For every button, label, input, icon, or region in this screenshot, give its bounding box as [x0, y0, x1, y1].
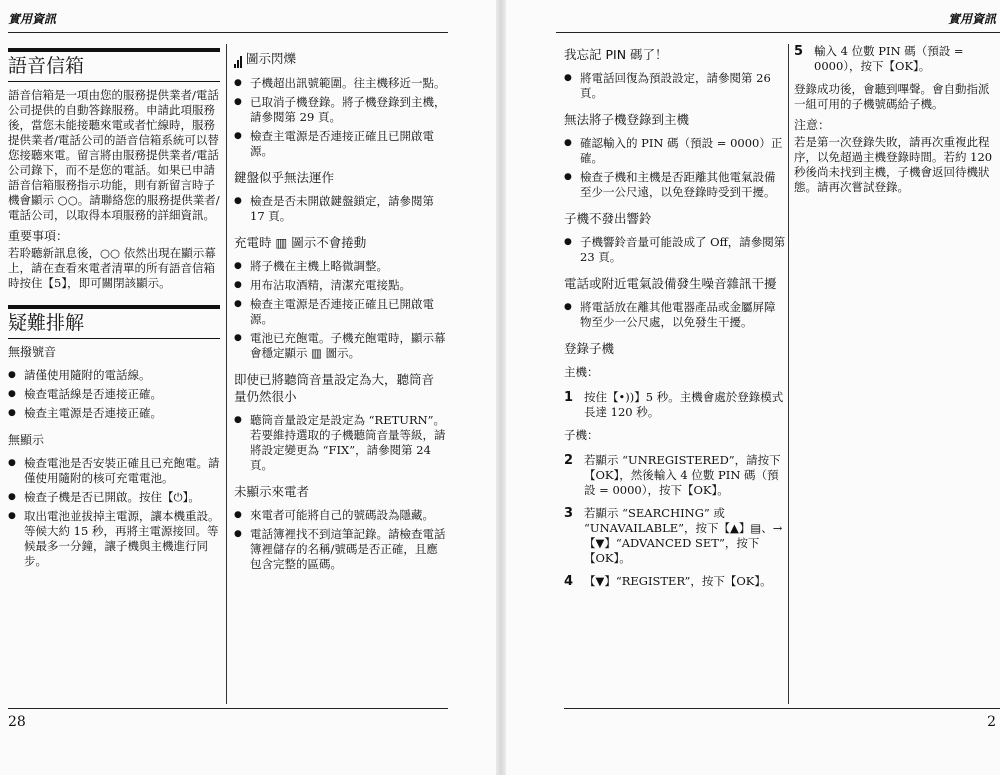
noise-heading: 電話或附近電氣設備發生噪音雜訊干擾 — [564, 276, 777, 291]
step-number: 1 — [564, 390, 574, 405]
list-item: ● 將電話回復為預設設定，請參閱第 26 頁。 — [564, 71, 786, 101]
step-text: 輸入 4 位數 PIN 碼（預設 = 0000），按下【OK】。 — [814, 44, 964, 73]
footer-rule-left — [8, 708, 448, 709]
list-item: ● 電池已充飽電。子機充飽電時，顯示幕會穩定顯示 ▥ 圖示。 — [234, 331, 446, 361]
list-item: ● 子機響鈴音量可能設成了 Off，請參閱第 23 頁。 — [564, 235, 786, 265]
register-fail-list — [564, 136, 786, 200]
list-item: ● 檢查子機和主機是否距離其他電氣設備至少一公尺遠，以免登錄時受到干擾。 — [564, 170, 786, 200]
register-heading: 登錄子機 — [564, 341, 615, 356]
list-item: ● 來電者可能將自己的號碼設為隱藏。 — [234, 508, 446, 523]
important-label: 重要事項： — [8, 229, 69, 243]
header-rule-right — [556, 32, 1000, 33]
list-item: ● 子機超出訊號範圍。往主機移近一點。 — [234, 76, 446, 91]
list-item: ● 電話簿裡找不到這筆記錄。請檢查電話簿裡儲存的名稱/號碼是否正確，且應包含完整的區碼。 — [234, 527, 446, 572]
right-page — [506, 0, 1000, 775]
list-item: ● 取出電池並拔掉主電源，讓本機重設。等候大約 15 秒，再將主電源接回。等候最多一分鐘，讓子機與主機進行同步。 — [8, 509, 220, 569]
page-number-right: 2 — [987, 714, 996, 730]
step-number: 3 — [564, 506, 574, 521]
running-head-right: 實用資訊 — [947, 12, 996, 26]
note-body: 若是第一次登錄失敗，請再次重複此程序，以免超過主機登錄時間。若約 120 秒後尚未找到主機，子機會返回待機狀態。請再次嘗試登錄。 — [794, 135, 993, 194]
step-text: 若顯示 “UNREGISTERED”，請按下【OK】，然後輸入 4 位數 PIN 碼（預設 = 0000），按下【OK】。 — [584, 453, 781, 497]
left-column-1 — [8, 44, 220, 573]
troubleshooting-title: 疑難排解 — [8, 311, 220, 339]
list-item: ● 確認輸入的 PIN 碼（預設 = 0000）正確。 — [564, 136, 786, 166]
step-text: 按住【•))】5 秒。主機會處於登錄模式長達 120 秒。 — [584, 390, 784, 419]
step-number: 5 — [794, 44, 804, 59]
section-rule — [8, 48, 220, 52]
handset-label: 子機： — [564, 428, 599, 442]
list-item: ● 檢查主電源是否連接正確。 — [8, 406, 220, 421]
register-fail-heading: 無法將子機登錄到主機 — [564, 112, 690, 127]
list-item: ● 檢查電池是否安裝正確且已充飽電。請僅使用隨附的核可充電電池。 — [8, 456, 220, 486]
list-item: ● 檢查電話線是否連接正確。 — [8, 387, 220, 402]
right-column-2 — [794, 44, 994, 201]
list-item: ● 檢查子機是否已開啟。按住【⏻】。 — [8, 490, 220, 505]
header-rule-left — [8, 32, 448, 33]
page-number-left: 28 — [8, 714, 26, 730]
step-2 — [564, 453, 786, 498]
no-dial-tone-list — [8, 368, 220, 421]
voicemail-body: 語音信箱是一項由您的服務提供業者/電話公司提供的自動答錄服務。申請此項服務後，當您未能接聽來電或者忙線時，服務提供業者/電話公司的語音信箱系統可以替您接聽來電。留言將由服務提供業者/電話公司錄下，而不是您的電話。如果已申請語音信箱服務指示功能，則有新留言時子機會顯示 ○○。請聯絡您的服務提供業者/電話公司，以取得本項服務的詳細資訊。 — [8, 88, 220, 222]
right-column-1 — [564, 44, 786, 597]
column-divider — [226, 44, 227, 704]
voicemail-title: 語音信箱 — [8, 54, 220, 82]
keypad-heading: 鍵盤似乎無法運作 — [234, 170, 335, 185]
list-item: ● 將電話放在離其他電器產品或金屬屏障物至少一公尺處，以免發生干擾。 — [564, 300, 786, 330]
list-item: ● 檢查主電源是否連接正確且已開啟電源。 — [234, 129, 446, 159]
no-display-heading: 無顯示 — [8, 433, 45, 447]
step-5 — [794, 44, 994, 74]
caller-heading: 未顯示來電者 — [234, 484, 310, 499]
no-display-list — [8, 456, 220, 569]
footer-rule-right — [564, 708, 1000, 709]
list-item: ● 請僅使用隨附的電話線。 — [8, 368, 220, 383]
list-item: ● 聽筒音量設定是設定為 “RETURN”。若要維持選取的子機聽筒音量等級，請將設定變更為 “FIX”，請參閱第 24 頁。 — [234, 413, 446, 473]
volume-heading: 即使已將聽筒音量設定為大，聽筒音量仍然很小 — [234, 372, 435, 404]
step-text: 若顯示 “SEARCHING” 或 “UNAVAILABLE”，按下【▲】▤、→【▼】“ADVANCED SET”，按下【OK】。 — [584, 506, 783, 565]
step-4 — [564, 574, 786, 589]
caller-list — [234, 508, 446, 572]
list-item: ● 檢查主電源是否連接正確且已開啟電源。 — [234, 297, 446, 327]
section-rule — [8, 305, 220, 309]
no-ring-list — [564, 235, 786, 265]
list-item: ● 將子機在主機上略微調整。 — [234, 259, 446, 274]
signal-icon — [234, 51, 243, 68]
important-body: 若聆聽新訊息後，○○ 依然出現在顯示幕上，請在查看來電者清單的所有語音信箱時按住【5】，即可關閉該顯示。 — [8, 246, 216, 290]
no-dial-tone-heading: 無撥號音 — [8, 345, 57, 359]
signal-heading: 圖示閃爍 — [234, 50, 446, 68]
list-item: ● 檢查是否未開啟鍵盤鎖定，請參閱第 17 頁。 — [234, 194, 446, 224]
signal-list — [234, 76, 446, 159]
charging-heading: 充電時 ▥ 圖示不會捲動 — [234, 235, 367, 250]
note-label: 注意： — [794, 118, 831, 132]
charging-list — [234, 259, 446, 361]
list-item: ● 用布沾取酒精，清潔充電接點。 — [234, 278, 446, 293]
book-gutter — [496, 0, 506, 775]
noise-list — [564, 300, 786, 330]
step-3 — [564, 506, 786, 566]
step-number: 2 — [564, 453, 574, 468]
step-text: 【▼】“REGISTER”，按下【OK】。 — [584, 574, 772, 588]
keypad-list — [234, 194, 446, 224]
no-ring-heading: 子機不發出響鈴 — [564, 211, 652, 226]
list-item: ● 已取消子機登錄。將子機登錄到主機，請參閱第 29 頁。 — [234, 95, 446, 125]
pin-heading: 我忘記 PIN 碼了！ — [564, 47, 668, 62]
step-1 — [564, 390, 786, 420]
left-page — [0, 0, 496, 775]
pin-list — [564, 71, 786, 101]
base-label: 主機： — [564, 365, 599, 379]
volume-list — [234, 413, 446, 473]
left-column-2 — [234, 44, 446, 576]
column-divider — [788, 44, 789, 704]
step-number: 4 — [564, 574, 574, 589]
running-head-left: 實用資訊 — [8, 12, 57, 26]
registration-body: 登錄成功後，會聽到嗶聲。會自動指派一組可用的子機號碼給子機。 — [794, 82, 990, 111]
